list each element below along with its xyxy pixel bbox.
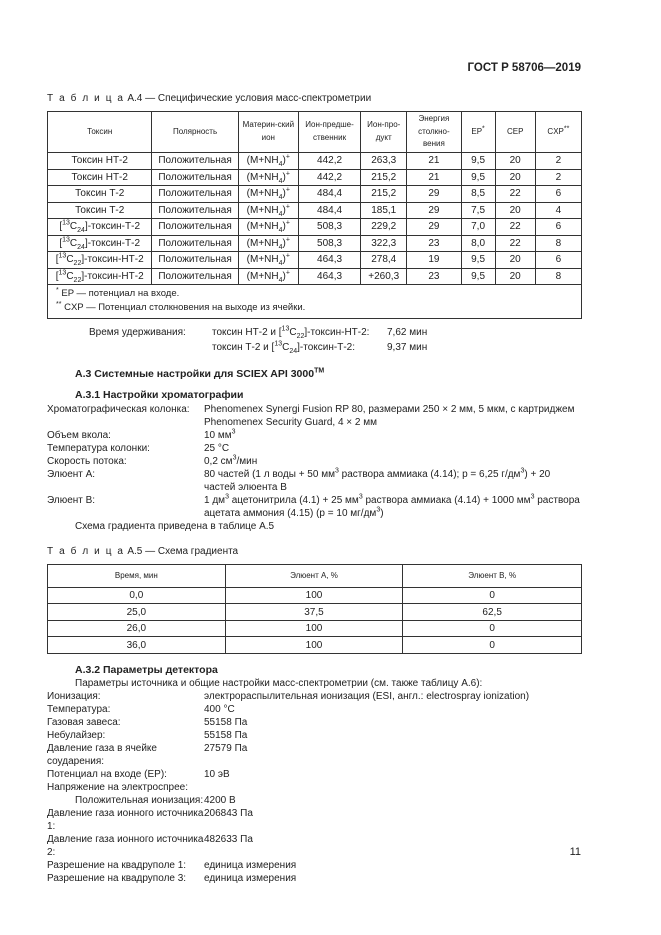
table-cell: 37,5 [225,604,403,621]
table-cell: 0,0 [48,587,226,604]
table-cell: 21 [407,169,461,186]
setting-value: 1 $дм^3$ ацетонитрила (4.1) + 25 $мм^3$ раствора аммиака (4.14) + 1000 $мм^3$ раствора ацетата аммония (4.15) (р = 10 $мг/дм^3$) [204,493,580,519]
gradient-note: Схема градиента приведена в таблице А.5 [75,520,275,532]
section-a3-title: А.3 Системные настройки для SCIEX API 3000™ [75,367,325,380]
setting-value: 55158 Па [204,730,248,742]
table-cell: 36,0 [48,637,226,654]
setting-key: Элюент В: [47,494,96,506]
setting-key: Давление газа ионного источника 1: [47,808,204,833]
table-cell: 215,2 [361,186,407,203]
table-cell: $(M+NH_4)^+$ [238,252,298,269]
table-cell: $[^{13}C_{22}]-токсин-НТ-2$ [48,252,152,269]
setting-value: 482633 Па [204,834,253,846]
table-a4-notes [48,285,582,319]
table-a4-notes-row [48,285,582,319]
retention-label: Время удерживания: [89,326,186,338]
setting-key: Температура: [47,704,111,716]
table-a4-header-cell: EP* [461,112,495,153]
table-cell: 0 [403,637,582,654]
table-cell: 185,1 [361,202,407,219]
table-cell: 23 [407,268,461,285]
table-cell: 278,4 [361,252,407,269]
setting-value: 400 °C [204,704,235,716]
table-a5-caption-text: А.5 — Схема градиента [127,545,239,557]
table-a5-header-cell: Элюент А, % [225,564,403,587]
table-cell: 9,5 [461,169,495,186]
table-a4-caption [47,92,582,105]
section-a32-title: А.3.2 Параметры детектора [75,663,218,676]
table-row [48,252,582,269]
table-cell: 0 [403,620,582,637]
retention-value-1: 7,62 мин [387,326,428,338]
setting-value: 206843 Па [204,808,253,820]
table-cell: $(M+NH_4)^+$ [238,202,298,219]
retention-times [47,326,582,354]
table-row [48,153,582,170]
table-a4-caption-label: Т а б л и ц а [47,93,125,104]
table-cell: 22 [495,186,535,203]
table-cell: 215,2 [361,169,407,186]
table-cell: 20 [495,153,535,170]
table-cell: $[^{13}C_{24}]-токсин-Т-2$ [48,219,152,236]
setting-value: 0,2 $см^3$/мин [204,454,258,467]
table-cell: 22 [495,219,535,236]
table-cell: 25,0 [48,604,226,621]
table-cell: Положительная [152,153,238,170]
setting-value: 4200 В [204,795,236,807]
page-content [47,92,582,885]
setting-key: Небулайзер: [47,730,106,742]
table-cell: 229,2 [361,219,407,236]
table-cell: 26,0 [48,620,226,637]
table-a4 [47,111,582,319]
table-row [48,620,582,637]
table-a4-header-cell: Полярность [152,112,238,153]
table-cell: $(M+NH_4)^+$ [238,219,298,236]
table-a4-note-ep: * EP — потенциал на входе. [56,286,180,299]
table-cell: $(M+NH_4)^+$ [238,268,298,285]
setting-value: единица измерения [204,860,297,872]
setting-value: электрораспылительная ионизация (ESI, англ.: electrospray ionization) [204,691,530,703]
table-cell: 2 [535,153,581,170]
setting-key: Хроматографическая колонка: [47,403,190,415]
page-number: 11 [569,846,581,858]
setting-value: 27579 Па [204,743,248,755]
setting-key: Газовая завеса: [47,717,121,729]
table-cell: 464,3 [298,252,360,269]
table-cell: 508,3 [298,235,360,252]
table-cell: 484,4 [298,202,360,219]
setting-key: Потенциал на входе (EP): [47,769,167,781]
table-a4-header-cell: CXP** [535,112,581,153]
setting-key: Разрешение на квадруполе 1: [47,860,187,872]
setting-value [204,781,582,794]
setting-value: 55158 Па [204,717,248,729]
table-cell: 9,5 [461,252,495,269]
setting-value: 80 частей (1 л воды + 50 $мм^3$ раствора аммиака (4.14); р = 6,25 $г/дм^3) + 20$ частей элюента В [204,467,551,493]
table-cell: 29 [407,186,461,203]
table-cell: +260,3 [361,268,407,285]
setting-key: Напряжение на электроспрее: [47,782,188,794]
table-a4-note-cxp: ** CXP — Потенциал столкновения на выходе из ячейки. [56,300,306,313]
table-row [48,604,582,621]
table-cell: $(M+NH_4)^+$ [238,153,298,170]
table-row [48,169,582,186]
setting-value: 25 °C [204,442,230,454]
table-cell: 508,3 [298,219,360,236]
table-cell: 23 [407,235,461,252]
chromatography-settings [47,403,582,520]
standard-code: ГОСТ Р 58706—2019 [467,62,581,74]
table-cell: 8 [535,268,581,285]
setting-key: Ионизация: [47,691,101,703]
table-cell: Токсин Т-2 [48,202,152,219]
table-cell: 7,5 [461,202,495,219]
setting-key: Положительная ионизация: [75,795,204,807]
table-row [48,235,582,252]
setting-key: Объем вкола: [47,429,111,441]
table-cell: Положительная [152,252,238,269]
setting-key: Давление газа в ячейке соударения: [47,743,157,768]
table-cell: 20 [495,202,535,219]
setting-key: Разрешение на квадруполе 3: [47,873,187,885]
table-cell: 9,5 [461,153,495,170]
table-cell: 8,0 [461,235,495,252]
table-cell: Положительная [152,235,238,252]
setting-key: Давление газа ионного источника 2: [47,834,204,859]
setting-key: Скорость потока: [47,455,127,467]
table-a5-header-cell: Время, мин [48,564,226,587]
table-a5-caption-label: Т а б л и ц а [47,545,125,557]
table-a5 [47,564,582,654]
table-cell: 20 [495,252,535,269]
table-cell: 0 [403,587,582,604]
table-cell: 442,2 [298,153,360,170]
table-cell: 2 [535,169,581,186]
table-cell: 100 [225,620,403,637]
table-cell: 7,0 [461,219,495,236]
table-cell: Положительная [152,219,238,236]
table-cell: 21 [407,153,461,170]
table-cell: $(M+NH_4)^+$ [238,235,298,252]
table-cell: 322,3 [361,235,407,252]
setting-value: Phenomenex Synergi Fusion RP 80, размерами 250 × 2 мм, 5 мкм, с картриджем Phenomenex Security Guard, 4 × 2 мм [204,403,575,428]
table-row [48,219,582,236]
setting-value: 10 эВ [204,769,230,781]
table-cell: $(M+NH_4)^+$ [238,186,298,203]
table-cell: Положительная [152,186,238,203]
table-row [48,268,582,285]
table-a5-caption [47,545,582,558]
table-cell: 29 [407,202,461,219]
table-cell: 442,2 [298,169,360,186]
setting-key: Элюент А: [47,468,96,480]
table-cell: $[^{13}C_{22}]-токсин-НТ-2$ [48,268,152,285]
table-cell: Токсин НТ-2 [48,169,152,186]
table-cell: 62,5 [403,604,582,621]
table-a4-header-cell: Энергия столкно-вения [407,112,461,153]
setting-value: 10 $мм^3$ [204,428,236,441]
table-a4-header-cell: Материн-ский ион [238,112,298,153]
section-a31-title: А.3.1 Настройки хроматографии [75,389,244,402]
table-cell: 8 [535,235,581,252]
table-a4-header-row [48,112,582,153]
table-cell: 20 [495,268,535,285]
table-cell: 8,5 [461,186,495,203]
table-cell: 6 [535,252,581,269]
table-a4-header-cell: Ион-про-дукт [361,112,407,153]
table-cell: 464,3 [298,268,360,285]
setting-value: единица измерения [204,873,297,885]
table-cell: 4 [535,202,581,219]
detector-settings [47,690,582,885]
table-cell: 9,5 [461,268,495,285]
detector-intro: Параметры источника и общие настройки масс-спектрометрии (см. также таблицу А.6): [75,678,483,690]
table-cell: 263,3 [361,153,407,170]
table-a4-caption-text: А.4 — Специфические условия масс-спектрометрии [127,93,372,104]
table-cell: Токсин НТ-2 [48,153,152,170]
table-cell: 6 [535,219,581,236]
table-cell: Токсин Т-2 [48,186,152,203]
table-row [48,202,582,219]
retention-compound-2: токсин Т-2 и $[^{13}C_{24}]-токсин-Т-2$: [212,340,355,355]
table-a4-header-cell: Токсин [48,112,152,153]
table-cell: Положительная [152,202,238,219]
table-a4-header-cell: CEP [495,112,535,153]
table-cell: 29 [407,219,461,236]
table-cell: 20 [495,169,535,186]
retention-value-2: 9,37 мин [387,341,428,353]
table-a5-header-row [48,564,582,587]
table-a5-header-cell: Элюент В, % [403,564,582,587]
table-cell: 100 [225,637,403,654]
table-cell: 484,4 [298,186,360,203]
table-cell: 100 [225,587,403,604]
table-cell: $(M+NH_4)^+$ [238,169,298,186]
table-row [48,186,582,203]
table-cell: $[^{13}C_{24}]-токсин-Т-2$ [48,235,152,252]
table-cell: 22 [495,235,535,252]
table-cell: Положительная [152,169,238,186]
table-cell: Положительная [152,268,238,285]
table-cell: 6 [535,186,581,203]
table-row [48,637,582,654]
setting-key: Температура колонки: [47,442,150,454]
retention-compound-1: токсин НТ-2 и $[^{13}C_{22}]-токсин-НТ-2$: [212,325,370,340]
table-cell: 19 [407,252,461,269]
table-row [48,587,582,604]
table-a4-header-cell: Ион-предше-ственник [298,112,360,153]
